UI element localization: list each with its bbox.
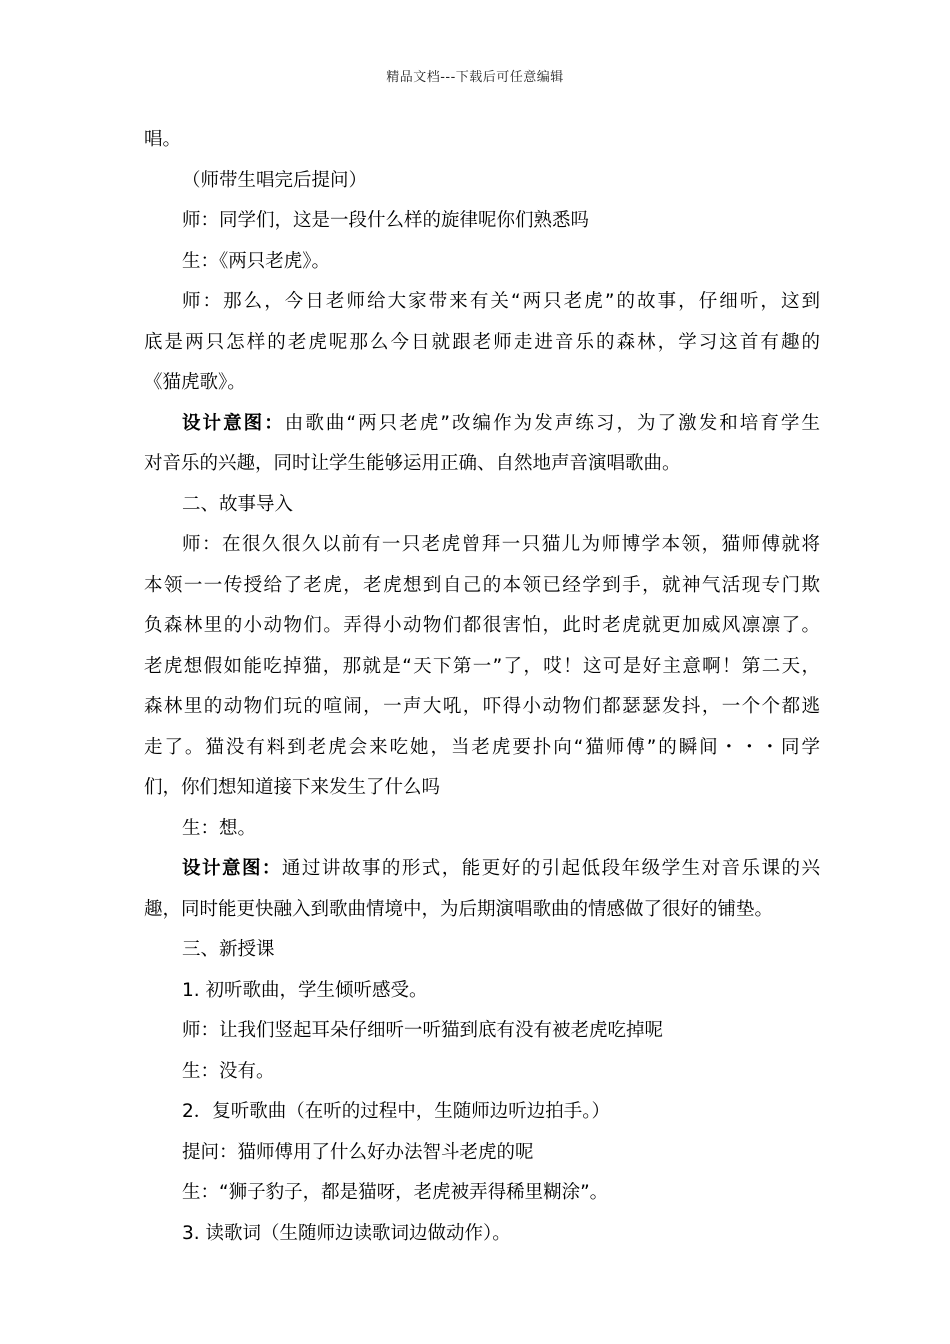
text-line: [144, 161, 820, 202]
line-text: 二、故事导入: [182, 493, 294, 515]
document-body: [144, 120, 820, 1254]
text-line: [144, 1173, 820, 1214]
text-line: [144, 1133, 820, 1174]
text-line: [144, 566, 820, 607]
text-line: [144, 444, 820, 485]
text-line: [144, 890, 820, 931]
text-line: [144, 647, 820, 688]
text-line: [144, 728, 820, 769]
line-text: 们，你们想知道接下来发生了什么吗: [144, 777, 441, 798]
line-text: 负森林里的小动物们。弄得小动物们都很害怕，此时老虎就更加威风凛凛了。: [144, 615, 820, 636]
text-line: [144, 363, 820, 404]
text-line: [144, 606, 820, 647]
text-line: [144, 687, 820, 728]
text-line: [144, 323, 820, 364]
line-text: 本领一一传授给了老虎，老虎想到自己的本领已经学到手，就神气活现专门欺: [144, 574, 820, 596]
line-text: 唱。: [144, 129, 182, 150]
design-intent-label: 设计意图：: [182, 858, 282, 879]
text-line: [144, 768, 820, 809]
line-text: 提问：猫师傅用了什么好办法智斗老虎的呢: [182, 1141, 534, 1163]
line-text: 生：没有。: [182, 1060, 275, 1082]
line-text: 对音乐的兴趣，同时让学生能够运用正确、自然地声音演唱歌曲。: [144, 453, 681, 474]
line-text: 2．复听歌曲（在听的过程中，生随师边听边拍手。）: [182, 1101, 611, 1122]
text-line: [144, 1092, 820, 1133]
line-text: 师：那么，今日老师给大家带来有关“两只老虎”的故事，仔细听，这到: [182, 291, 820, 312]
text-line: [144, 1214, 820, 1255]
line-text: 3. 读歌词（生随师边读歌词边做动作）。: [182, 1222, 511, 1244]
text-line: [144, 849, 820, 890]
line-text: 师：同学们，这是一段什么样的旋律呢你们熟悉吗: [182, 210, 590, 231]
text-line: [144, 1011, 820, 1052]
line-text: 《猫虎歌》。: [144, 372, 246, 393]
line-text: （师带生唱完后提问）: [182, 169, 368, 191]
text-line: [144, 485, 820, 526]
text-line: [144, 120, 820, 161]
text-line: [144, 525, 820, 566]
line-text: 底是两只怎样的老虎呢那么今日就跟老师走进音乐的森林，学习这首有趣的: [144, 331, 820, 353]
line-text: 生：想。: [182, 817, 257, 839]
line-text: 生：《两只老虎》。: [182, 250, 331, 272]
line-text: 趣，同时能更快融入到歌曲情境中，为后期演唱歌曲的情感做了很好的铺垫。: [144, 898, 774, 920]
text-line: [144, 404, 820, 445]
line-text: 1. 初听歌曲，学生倾听感受。: [182, 979, 428, 1001]
line-text: 师：让我们竖起耳朵仔细听一听猫到底有没有被老虎吃掉呢: [182, 1020, 664, 1041]
line-text: 走了。猫没有料到老虎会来吃她，当老虎要扑向“猫师傅”的瞬间・・・同学: [144, 736, 820, 758]
line-text: 森林里的动物们玩的喧闹，一声大吼，吓得小动物们都瑟瑟发抖，一个个都逃: [144, 696, 820, 717]
line-text: 三、新授课: [182, 939, 275, 960]
text-line: [144, 809, 820, 850]
text-line: [144, 201, 820, 242]
text-line: [144, 1052, 820, 1093]
line-text: 通过讲故事的形式，能更好的引起低段年级学生对音乐课的兴: [281, 858, 820, 879]
line-text: 老虎想假如能吃掉猫，那就是“天下第一”了，哎！这可是好主意啊！第二天，: [144, 655, 820, 677]
line-text: 师：在很久很久以前有一只老虎曾拜一只猫儿为师博学本领，猫师傅就将: [182, 534, 820, 555]
line-text: 生：“狮子豹子，都是猫呀，老虎被弄得稀里糊涂”。: [182, 1182, 609, 1203]
text-line: [144, 971, 820, 1012]
page-header: 精品文档---下载后可任意编辑: [386, 70, 564, 85]
design-intent-label: 设计意图：: [182, 412, 285, 434]
line-text: 由歌曲“两只老虎”改编作为发声练习，为了激发和培育学生: [284, 412, 820, 434]
text-line: [144, 282, 820, 323]
text-line: [144, 242, 820, 283]
text-line: [144, 930, 820, 971]
